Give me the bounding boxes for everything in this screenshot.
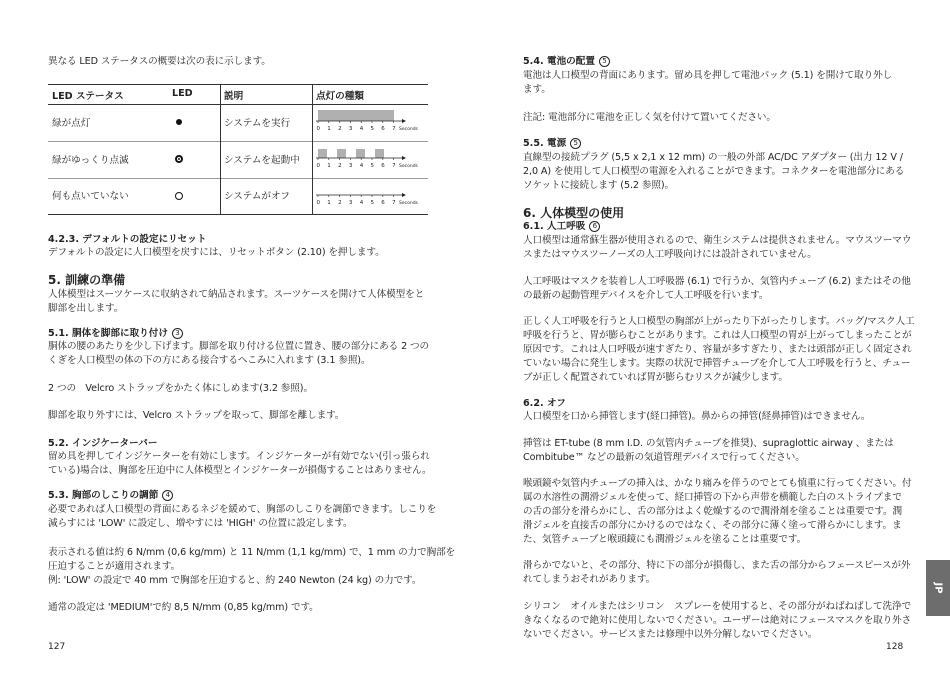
section-6-2-para-5-line-2: きなくなるので絶対に使用しないでください。ユーザーは絶対にフェースマスクを取り外さ (523, 615, 912, 626)
figure-ref-5b: 5 (570, 138, 581, 149)
section-5-line-1: 人体模型はスーツケースに収納されて納品されます。スーツケースを開けて人体模型をと (48, 289, 425, 300)
section-5-5-line-3: ソケットに接続します (5.2 参照)。 (523, 180, 674, 191)
section-6-2-para-3-line-2: 属の水溶性の潤滑ジェルを使って、経口挿管の下から声带を横範した白のストライプまで (523, 492, 902, 503)
row-desc-3: システムがオフ (224, 191, 290, 202)
section-6-2-line-1: 人口模型を口から挿管します(経口挿管)。鼻からの挿管(経鼻挿管)はできません。 (523, 411, 871, 422)
row-status-3: 何も点いていない (52, 191, 129, 202)
figure-ref-4: 4 (162, 490, 173, 501)
page-number-left: 127 (48, 642, 66, 652)
tick-label: 6 (381, 200, 385, 206)
section-6-2-para-4-line-1: 滑らかでないと、その部分、特に下の部分が損傷し、また舌の部分からフェースピースが外 (523, 560, 911, 571)
section-6-1-para-3-line-2: 呼吸を行うと、胃が膨らむことがあります。これは人口模型の胃が上がってしまったことが (523, 330, 912, 341)
row-status-1: 緑が点灯 (52, 118, 91, 129)
language-tab (926, 560, 950, 616)
section-5-2-line-1: 留め具を押してインジケーターを有効にします。インジケーターが有効でない(引っ張られ (48, 451, 430, 462)
section-6-1-line-2: スまたはマウスツーノーズの人工呼吸向けには設計されていません。 (523, 249, 817, 260)
led-blink-icon (175, 155, 183, 163)
section-5-4-note: 注記: 電池部分に電池を正しく気を付けて置いてください。 (523, 112, 776, 123)
section-6-2-para-2-line-1: 挿管は ET-tube (8 mm I.D. の気管内チューブを推奨)、supraglottic airway 、または (523, 438, 894, 449)
header-description: 説明 (224, 91, 244, 102)
section-6-2-para-3-line-5: た、気管チューブと喉頭鏡にも潤滑ジェルを塗ることは重要です。 (523, 534, 807, 545)
section-5-3-para-2-line-1: 表示される値は約 6 N/mm (0,6 kg/mm) と 11 N/mm (1,1 kg/mm) で、1 mm の力で胸部を (48, 547, 456, 558)
section-5-3-para-3: 通常の設定は 'MEDIUM'で約 8,5 N/mm (0,85 kg/mm) です。 (48, 602, 319, 613)
header-led-status: LED ステータス (52, 91, 124, 102)
section-5-3-para-2-line-2: 圧迫することが適用されます。 (48, 561, 181, 572)
section-5-4-line-1: 電池は人口模型の背面にあります。留め具を押して電池パック (5.1) を開けて取り外し (523, 70, 893, 81)
section-5-3-title: 5.3. 胸部のしこりの調節 4 (48, 489, 173, 503)
section-6-1-para-2-line-2: の最新の起動管理デバイスを介して人工呼吸を行います。 (523, 290, 769, 301)
section-5-1-para-2: 2 つの Velcro ストラップをかたく体にしめます(3.2 参照)。 (48, 383, 313, 394)
section-5-1-line-2: くぎを人口模型の体の下の方にある接合するへこみに入れます (3.1 参照)。 (48, 355, 371, 366)
section-6-2-para-4-line-2: れてしまうおそれがあります。 (523, 574, 656, 585)
section-6-1-para-3-line-4: ていない場合に発生します。実際の状況で挿管チューブを介して人工呼吸を行うと、チュー (523, 358, 911, 369)
seconds-label: Seconds (399, 127, 418, 132)
row-desc-2: システムを起動中 (224, 155, 300, 166)
figure-ref-6: 6 (589, 221, 600, 232)
tick-label: 3 (348, 163, 353, 169)
section-5-2-line-2: ている)場合は、胸部を圧迫中に人体模型とインジケーターが損傷することはありません。 (48, 465, 432, 476)
tick-label: 5 (370, 163, 374, 169)
section-6-1-line-1: 人口模型は通常蘇生器が使用されるので、衛生システムは提供されません。マウスツーマウ (523, 235, 912, 246)
tick-label: 2 (338, 126, 342, 132)
led-off-icon (175, 192, 183, 200)
tick-label: 6 (381, 126, 385, 132)
tick-label: 0 (316, 126, 320, 132)
seconds-label: Seconds (399, 201, 418, 206)
figure-ref-3: 3 (172, 328, 183, 339)
page-number-right: 128 (886, 642, 904, 652)
section-6-2-title: 6.2. オフ (523, 398, 566, 409)
section-5-5-line-1: 直線型の接続プラグ (5,5 x 2,1 x 12 mm) の一般の外部 AC/DC アダプター (出力 12 V / (523, 152, 903, 163)
tick-label: 0 (316, 163, 320, 169)
header-led: LED (172, 88, 193, 99)
section-5-4-title: 5.4. 電池の配置 5 (523, 55, 610, 69)
right-page (475, 0, 950, 673)
section-5-1-line-1: 胴体の腰のあたりを少し下げます。脚部を取り付ける位置に置き、腰の部分にある 2 つの (48, 341, 430, 352)
section-5-4-line-2: ます。 (523, 84, 551, 95)
led-solid-icon (176, 119, 182, 125)
tick-label: 7 (392, 126, 396, 132)
section-5-5-title: 5.5. 電源 5 (523, 137, 581, 151)
section-6-2-para-3-line-4: 滑ジェルを直接舌の部分にかけるのではなく、その部分に薄く塗って滑らかにします。ま (523, 520, 902, 531)
tick-label: 4 (359, 163, 364, 169)
tick-label: 5 (370, 126, 374, 132)
tick-label: 0 (316, 200, 320, 206)
tick-label: 3 (348, 126, 353, 132)
section-5-1-title: 5.1. 胴体を脚部に取り付け 3 (48, 327, 183, 341)
section-6-1-para-3-line-5: ブが正しく配置されていれば胃が膨らむリスクが減少します。 (523, 372, 788, 383)
section-4-2-3-text: デフォルトの設定に人口模型を戻すには、リセットボタン (2.10) を押します。 (48, 247, 385, 258)
section-5-3-line-2: 減らすには 'LOW' に設定し、増やすには 'HIGH' の位置に設定します。 (48, 518, 353, 529)
off-light-chart (314, 182, 424, 212)
section-5-5-line-2: 2,0 A) を使用して人口模型の電源を入れることができます。コネクターを電池部分にある (523, 166, 905, 177)
steady-light-chart (314, 108, 424, 138)
section-6-1-para-3-line-1: 正しく人工呼吸を行うと人口模型の胸部が上がったり下がったりします。バッグ/マスク人工 (523, 316, 915, 327)
blinking-light-chart (314, 145, 424, 175)
tick-label: 3 (348, 200, 353, 206)
row-desc-1: システムを実行 (224, 118, 291, 129)
section-6-2-para-2-line-2: Combitube™ などの最新の気道管理デバイスで行ってください。 (523, 452, 805, 463)
tick-label: 2 (338, 163, 342, 169)
section-5-3-line-1: 必要であれば人口模型の背面にあるネジを緩めて、胸部のしこりを調節できます。しこりを (48, 504, 437, 515)
section-6-2-para-3-line-1: 喉頭鏡や気管内チューブの挿入は、かなり痛みを伴うのでとても慎重に行ってください。付 (523, 478, 912, 489)
tick-label: 7 (392, 200, 396, 206)
tick-label: 6 (381, 163, 385, 169)
section-5-1-para-3: 脚部を取り外すには、Velcro ストラップを取って、脚部を離します。 (48, 410, 345, 421)
tick-label: 1 (327, 200, 331, 206)
tick-label: 4 (359, 126, 364, 132)
section-6-1-title: 6.1. 人工呼吸 6 (523, 220, 600, 234)
section-6-2-para-3-line-3: の舌の部分を滑らかにし、舌の部分はよく乾燥するので潤滑剤を塗ることは重要です。潤 (523, 506, 902, 517)
seconds-label: Seconds (399, 164, 418, 169)
row-status-2: 緑がゆっくり点滅 (52, 155, 129, 166)
tick-label: 4 (359, 200, 364, 206)
header-light-type: 点灯の種類 (316, 91, 364, 102)
section-5-3-para-2-line-3: 例: 'LOW' の設定で 40 mm で胸部を圧迫すると、約 240 Newton (24 kg) の力です。 (48, 575, 422, 586)
tick-label: 1 (327, 163, 331, 169)
section-5-title: 5. 訓練の準備 (48, 273, 126, 287)
section-5-line-2: 脚部を出します。 (48, 303, 124, 314)
intro-text: 異なる LED ステータスの概要は次の表に示します。 (48, 56, 271, 67)
section-6-2-para-5-line-1: シリコン オイルまたはシリコン スプレーを使用すると、その部分がねばねばして洗浄で (523, 601, 911, 612)
tick-label: 7 (392, 163, 396, 169)
tick-label: 1 (327, 126, 331, 132)
section-4-2-3-title: 4.2.3. デフォルトの設定にリセット (48, 234, 207, 245)
section-6-1-para-3-line-3: 原因です。これは人口呼吸が速すぎたり、容量が多すぎたり、または頭部が正しく固定され (523, 344, 912, 355)
figure-ref-5a: 5 (599, 56, 610, 67)
section-6-1-para-2-line-1: 人工呼吸はマスクを装着し人工呼吸器 (6.1) で行うか、気管内チューブ (6.2) またはその他 (523, 276, 911, 287)
section-5-2-title: 5.2. インジケーターバー (48, 438, 158, 449)
section-6-2-para-5-line-3: ないでください。サービスまたは修理中以外分解しないでください。 (523, 629, 818, 640)
tick-label: 5 (370, 200, 374, 206)
language-tab-label: JP (932, 582, 944, 594)
section-6-title: 6. 人体模型の使用 (523, 206, 625, 220)
led-status-table (48, 84, 428, 214)
tick-label: 2 (338, 200, 342, 206)
